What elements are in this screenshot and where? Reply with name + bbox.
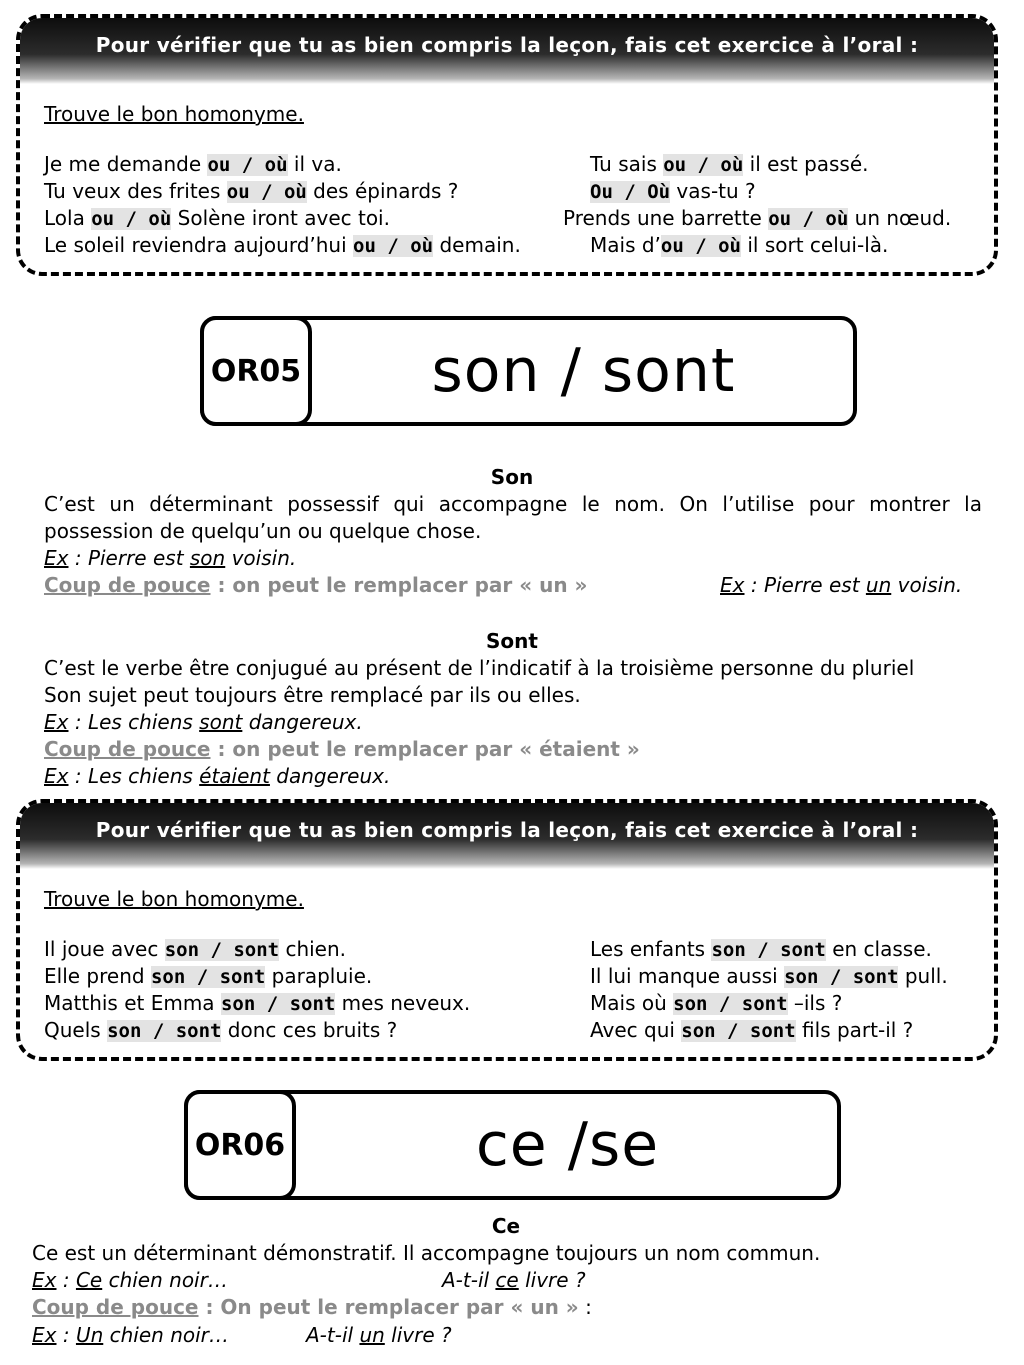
son-hint-example: Ex : Pierre est un voisin.: [720, 573, 963, 597]
ex2-right-line-2: Il lui manque aussi son / sont pull.: [590, 964, 948, 988]
ex2-left-line-3: Matthis et Emma son / sont mes neveux.: [44, 991, 471, 1015]
lesson-code: OR06: [184, 1090, 296, 1200]
exercise-box-1: [16, 14, 998, 276]
lesson-title: ce /se: [475, 1110, 660, 1180]
lesson-title-box-or06: [184, 1090, 841, 1200]
ex2-left-line-1: Il joue avec son / sont chien.: [44, 937, 347, 961]
ex1-left-line-4: Le soleil reviendra aujourd’hui ou / où demain.: [44, 233, 521, 257]
son-hint: Coup de pouce : on peut le remplacer par « un »: [44, 573, 588, 597]
ex1-left-line-1: Je me demande ou / où il va.: [44, 152, 342, 176]
ex2-left-line-2: Elle prend son / sont parapluie.: [44, 964, 373, 988]
son-example: Ex : Pierre est son voisin.: [44, 546, 297, 570]
son-heading: Son: [490, 465, 534, 489]
ex2-right-line-3: Mais où son / sont –ils ?: [590, 991, 843, 1015]
ce-hint: Coup de pouce : On peut le remplacer par « un » :: [32, 1295, 592, 1319]
exercise-task-2: Trouve le bon homonyme.: [44, 887, 304, 911]
exercise-task-1: Trouve le bon homonyme.: [44, 102, 304, 126]
ce-hint-example-a: Ex : Un chien noir…: [32, 1323, 229, 1347]
ex1-right-line-4: Mais d’ou / où il sort celui-là.: [590, 233, 889, 257]
exercise-header-2: Pour vérifier que tu as bien compris la leçon, fais cet exercice à l’oral :: [20, 803, 994, 869]
sont-heading: Sont: [486, 629, 538, 653]
lesson-code: OR05: [200, 316, 312, 426]
ex1-left-line-2: Tu veux des frites ou / où des épinards ?: [44, 179, 459, 203]
sont-example: Ex : Les chiens sont dangereux.: [44, 710, 363, 734]
exercise-header-1: Pour vérifier que tu as bien compris la leçon, fais cet exercice à l’oral :: [20, 18, 994, 84]
ex2-right-line-1: Les enfants son / sont en classe.: [590, 937, 932, 961]
sont-definition-2: Son sujet peut toujours être remplacé par ils ou elles.: [44, 683, 581, 707]
sont-hint: Coup de pouce : on peut le remplacer par « étaient »: [44, 737, 640, 761]
ce-example-b: A-t-il ce livre ?: [442, 1268, 586, 1292]
ce-heading: Ce: [491, 1214, 521, 1238]
sont-definition-1: C’est le verbe être conjugué au présent de l’indicatif à la troisième personne du pluriel: [44, 656, 915, 680]
ex1-right-line-1: Tu sais ou / où il est passé.: [590, 152, 869, 176]
lesson-title: son / sont: [431, 336, 736, 406]
ex1-left-line-3: Lola ou / où Solène iront avec toi.: [44, 206, 390, 230]
sont-hint-example: Ex : Les chiens étaient dangereux.: [44, 764, 391, 788]
ex2-left-line-4: Quels son / sont donc ces bruits ?: [44, 1018, 398, 1042]
ce-definition: Ce est un déterminant démonstratif. Il accompagne toujours un nom commun.: [32, 1241, 821, 1265]
lesson-title-box-or05: [200, 316, 857, 426]
ex1-right-line-3: Prends une barrette ou / où un nœud.: [563, 206, 952, 230]
ce-example-a: Ex : Ce chien noir…: [32, 1268, 228, 1292]
ex2-right-line-4: Avec qui son / sont fils part-il ?: [590, 1018, 914, 1042]
son-definition: C’est un déterminant possessif qui accompagne le nom. On l’utilise pour montrer la possession de quelqu’un ou quelque chose.: [44, 492, 982, 543]
ce-hint-example-b: A-t-il un livre ?: [306, 1323, 452, 1347]
ex1-right-line-2: Ou / Où vas-tu ?: [590, 179, 756, 203]
exercise-box-2: [16, 799, 998, 1061]
